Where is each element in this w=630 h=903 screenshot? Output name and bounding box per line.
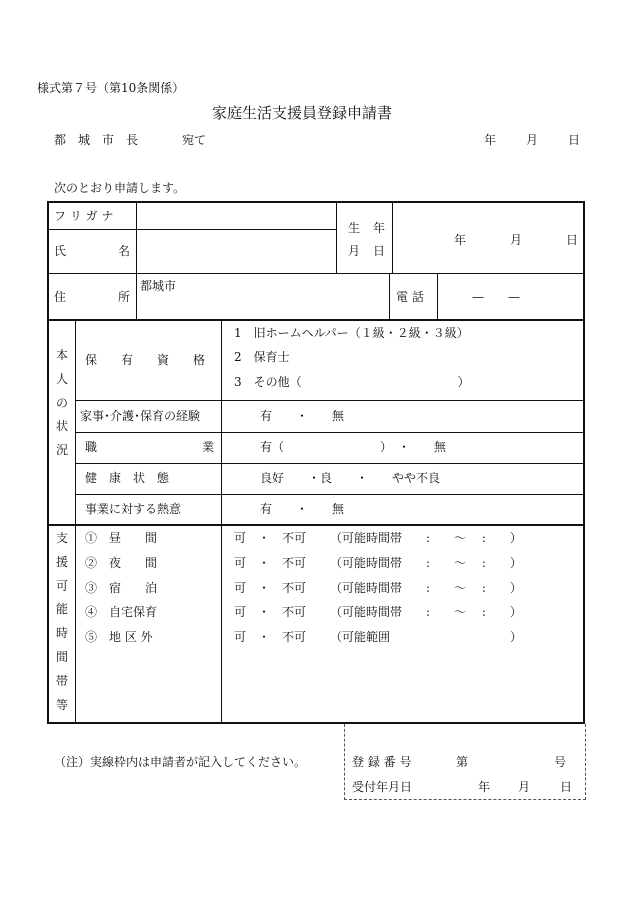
- line-status-bottom: [49, 524, 583, 526]
- qualification-option-3: 3 その他（ ）: [234, 375, 470, 389]
- birth-month-label: 月: [510, 233, 523, 247]
- birth-label-nen: 年: [373, 221, 386, 235]
- phone-label: 電 話: [396, 290, 424, 304]
- frame-right: [583, 201, 585, 724]
- birth-label-hi: 日: [373, 244, 386, 258]
- line-furigana-bottom: [49, 229, 336, 230]
- availability-row-detail: （可能時間帯 : ～ : ）: [330, 531, 522, 545]
- availability-row-label: ③ 宿 泊: [85, 581, 158, 595]
- health-value: 良好 ・良 ・ やや不良: [260, 471, 441, 485]
- status-label-char: 状: [55, 419, 68, 434]
- health-label: 健 康 状 態: [85, 471, 170, 485]
- footer-note: （注）実線枠内は申請者が記入してください。: [54, 755, 307, 769]
- line-phone-left: [389, 273, 390, 319]
- date-year-label: 年: [484, 133, 497, 147]
- line-health-bottom: [75, 494, 583, 495]
- frame-top: [47, 201, 585, 203]
- availability-label-char: 間: [55, 649, 68, 664]
- intro-text: 次のとおり申請します。: [54, 181, 186, 195]
- enthusiasm-label: 事業に対する熱意: [85, 502, 182, 516]
- line-birth-right: [392, 203, 393, 273]
- recipient-suffix: 宛て: [182, 133, 207, 147]
- birth-label-gatsu: 月: [348, 244, 361, 258]
- line-label-col: [136, 203, 137, 319]
- received-date-label: 受付年月日: [352, 780, 413, 794]
- availability-row-label: ① 昼 間: [85, 531, 158, 545]
- address-prefix: 都城市: [140, 279, 177, 293]
- address-label-2: 所: [118, 290, 131, 304]
- availability-row-label: ② 夜 間: [85, 556, 158, 570]
- availability-label-char: 帯: [55, 673, 68, 688]
- availability-row-detail: （可能時間帯 : ～ : ）: [330, 605, 522, 619]
- availability-row-options: 可 ・ 不可: [234, 581, 307, 595]
- availability-row-label: ④ 自宅保育: [85, 605, 158, 619]
- recipient: 都 城 市 長: [54, 133, 139, 147]
- status-label-char: 人: [55, 371, 68, 386]
- job-label-2: 業: [202, 440, 215, 454]
- document-title: 家庭生活支援員登録申請書: [212, 104, 393, 122]
- availability-label-char: 能: [55, 602, 68, 617]
- line-qualification-bottom: [75, 400, 583, 401]
- availability-label-char: 可: [55, 578, 68, 593]
- received-day-label: 日: [560, 780, 573, 794]
- line-experience-bottom: [75, 432, 583, 433]
- furigana-label: フ リ ガ ナ: [54, 209, 114, 223]
- availability-label-char: 時: [55, 626, 68, 641]
- job-value: 有（ ） ・ 無: [260, 440, 447, 454]
- form-number: 様式第７号（第10条関係）: [37, 81, 185, 95]
- availability-section-label: [49, 532, 75, 722]
- received-month-label: 月: [518, 780, 531, 794]
- line-job-bottom: [75, 463, 583, 464]
- received-year-label: 年: [478, 780, 491, 794]
- qualification-option-1: 1 旧ホームヘルパー（１級・２級・３級）: [234, 326, 469, 340]
- status-label-char: の: [55, 395, 68, 410]
- registration-number-label: 登 録 番 号: [352, 755, 412, 769]
- enthusiasm-value: 有 ・ 無: [260, 502, 345, 516]
- availability-label-char: 援: [55, 554, 68, 569]
- availability-row-label: ⑤ 地 区 外: [85, 630, 153, 644]
- birth-label-sei: 生: [348, 221, 361, 235]
- availability-row-detail: （可能範囲 ）: [330, 630, 523, 644]
- availability-row-options: 可 ・ 不可: [234, 605, 307, 619]
- availability-row-detail: （可能時間帯 : ～ : ）: [330, 581, 522, 595]
- line-status-value-col: [221, 321, 222, 722]
- registration-number-prefix: 第: [456, 755, 469, 769]
- date-day-label: 日: [568, 133, 581, 147]
- availability-label-char: 支: [55, 531, 68, 545]
- qualification-label: 保 有 資 格: [85, 353, 206, 367]
- availability-label-char: 等: [55, 697, 68, 712]
- availability-row-options: 可 ・ 不可: [234, 630, 307, 644]
- birth-year-label: 年: [454, 233, 467, 247]
- line-phone-right: [437, 273, 438, 319]
- line-address-bottom: [49, 319, 583, 321]
- availability-row-detail: （可能時間帯 : ～ : ）: [330, 556, 522, 570]
- status-section-label: [49, 349, 75, 468]
- line-birth-left: [336, 203, 337, 273]
- qualification-option-2: 2 保育士: [234, 350, 290, 364]
- name-label-1: 氏: [54, 244, 67, 258]
- registration-number-suffix: 号: [554, 755, 567, 769]
- line-name-bottom: [49, 273, 583, 274]
- availability-row-options: 可 ・ 不可: [234, 531, 307, 545]
- date-month-label: 月: [526, 133, 539, 147]
- status-label-char: 況: [55, 443, 68, 458]
- name-label-2: 名: [118, 244, 131, 258]
- experience-value: 有 ・ 無: [260, 409, 345, 423]
- line-status-label-col: [75, 321, 76, 722]
- experience-label: 家事･介護･保育の経験: [80, 409, 201, 423]
- phone-value: — —: [472, 290, 521, 304]
- address-label-1: 住: [54, 290, 67, 304]
- job-label-1: 職: [85, 440, 98, 454]
- status-label-char: 本: [55, 348, 68, 362]
- availability-row-options: 可 ・ 不可: [234, 556, 307, 570]
- birth-day-label: 日: [566, 233, 579, 247]
